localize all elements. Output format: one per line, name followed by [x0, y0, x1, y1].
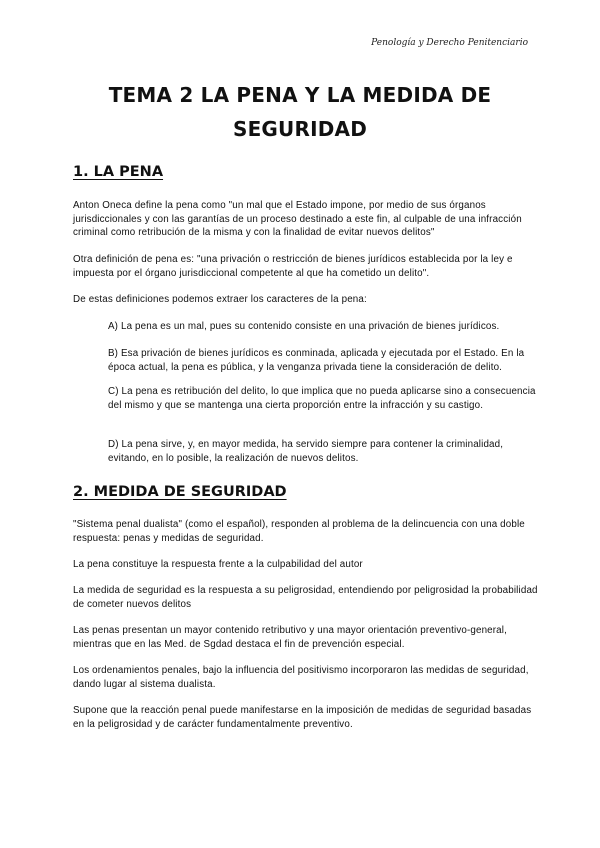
paragraph-definition-oneca: Anton Oneca define la pena como "un mal que el Estado impone, por medio de sus órganos jurisdiccionales y con las garantías de un proceso destinado a este fin, al culpable de una infracción criminal como retribución de la misma y con la finalidad de evitar nuevos delitos": [73, 200, 522, 238]
title-line-2: SEGURIDAD: [232, 117, 368, 141]
paragraph-ordenamientos: Los ordenamientos penales, bajo la influencia del positivismo incorporaron las medidas de seguridad, dando lugar al sistema dualista.: [73, 665, 529, 690]
list-item-c: C) La pena es retribución del delito, lo que implica que no pueda aplicarse sino a consecuencia del mismo y que se mantenga una cierta proporción entre la infracción y su castigo.: [108, 386, 536, 411]
paragraph-characters-intro: De estas definiciones podemos extraer los caracteres de la pena:: [73, 294, 367, 305]
paragraph-other-definition: Otra definición de pena es: "una privación o restricción de bienes jurídicos establecida por la ley e impuesta por el órgano jurisdiccional competente al que ha cometido un delito".: [73, 254, 513, 279]
section-heading-medida-de-seguridad: 2. MEDIDA DE SEGURIDAD: [73, 484, 287, 500]
paragraph-penas-retributivo: Las penas presentan un mayor contenido retributivo y una mayor orientación preventivo-general, mientras que en las Med. de Sgdad destaca el fin de prevención especial.: [73, 625, 507, 650]
paragraph-reaccion-penal: Supone que la reacción penal puede manifestarse en la imposición de medidas de seguridad basadas en la peligrosidad y de carácter fundamentalmente preventivo.: [73, 705, 532, 730]
paragraph-dualist-system: "Sistema penal dualista" (como el español), responden al problema de la delincuencia con una doble respuesta: penas y medidas de seguridad.: [73, 519, 525, 544]
running-header: Penología y Derecho Penitenciario: [371, 38, 528, 48]
page-title: [60, 78, 540, 146]
title-line-1: TEMA 2 LA PENA Y LA MEDIDA DE: [108, 83, 492, 107]
list-item-b: B) Esa privación de bienes jurídicos es conminada, aplicada y ejecutada por el Estado. En la época actual, la pena es pública, y la venganza privada tiene la consideración de delito.: [108, 348, 525, 373]
paragraph-pena-culpabilidad: La pena constituye la respuesta frente a la culpabilidad del autor: [73, 559, 363, 570]
section-heading-la-pena: 1. LA PENA: [73, 164, 164, 180]
paragraph-medida-peligrosidad: La medida de seguridad es la respuesta a su peligrosidad, entendiendo por peligrosidad la probabilidad de cometer nuevos delitos: [73, 585, 538, 610]
list-item-d: D) La pena sirve, y, en mayor medida, ha servido siempre para contener la criminalidad, evitando, en lo posible, la realización de nuevos delitos.: [108, 439, 504, 464]
list-item-a: A) La pena es un mal, pues su contenido consiste en una privación de bienes jurídicos.: [108, 321, 500, 332]
